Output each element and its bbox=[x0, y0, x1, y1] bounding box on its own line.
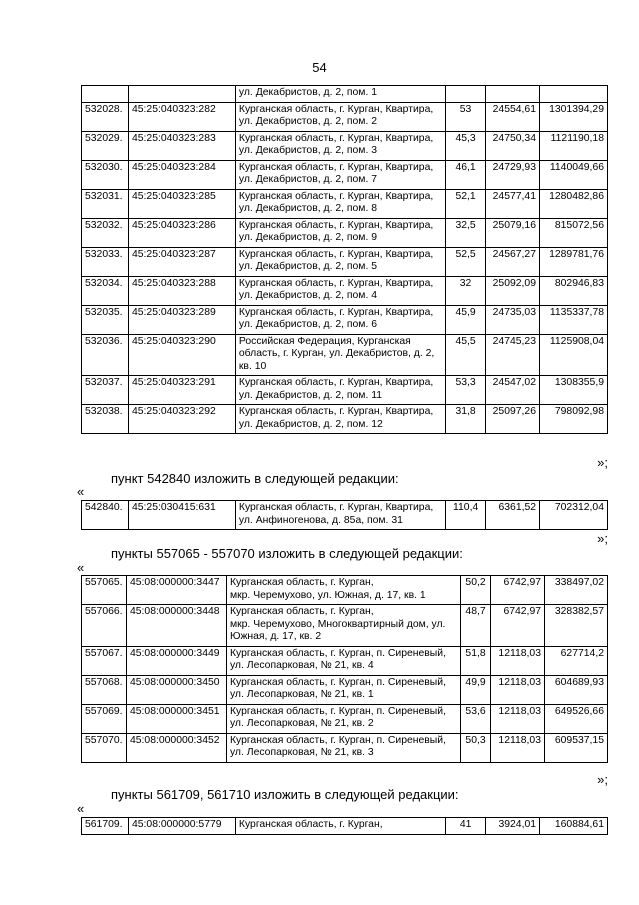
amendment-instruction: пункты 561709, 561710 изложить в следующей редакции: bbox=[111, 787, 459, 802]
cadastral-value-cell: 328382,57 bbox=[545, 605, 608, 647]
cadastral-value-cell: 1308355,9 bbox=[540, 376, 608, 405]
cadastral-number-cell: 45:25:040323:283 bbox=[128, 131, 235, 160]
area-value-cell: 48,7 bbox=[461, 605, 491, 647]
table-row bbox=[82, 189, 608, 218]
cadastral-value-cell: 1121190,18 bbox=[540, 131, 608, 160]
rate-value-cell: 24554,61 bbox=[486, 102, 540, 131]
area-value-cell: 41 bbox=[446, 818, 486, 835]
opening-quote-mark: « bbox=[77, 484, 85, 499]
cadastral-value-cell: 815072,56 bbox=[540, 218, 608, 247]
rate-value-cell: 25079,16 bbox=[486, 218, 540, 247]
address-cell: Курганская область, г. Курган, Квартира, ул. Декабристов, д. 2, пом. 4 bbox=[235, 276, 445, 305]
row-number-cell: 561709. bbox=[82, 818, 129, 835]
area-value-cell bbox=[446, 86, 486, 103]
cadastral-table-4 bbox=[81, 817, 608, 835]
table-row bbox=[82, 86, 608, 103]
rate-value-cell: 12118,03 bbox=[491, 704, 545, 733]
area-value-cell: 31,8 bbox=[446, 405, 486, 434]
opening-quote-mark: « bbox=[77, 801, 85, 816]
table-row bbox=[82, 576, 608, 605]
address-cell: Курганская область, г. Курган, Квартира, ул. Декабристов, д. 2, пом. 9 bbox=[235, 218, 445, 247]
cadastral-value-cell: 702312,04 bbox=[540, 501, 608, 530]
rate-value-cell: 12118,03 bbox=[491, 733, 545, 762]
cadastral-value-cell: 160884,61 bbox=[540, 818, 608, 835]
table-row bbox=[82, 160, 608, 189]
cadastral-number-cell: 45:08:000000:5779 bbox=[128, 818, 235, 835]
cadastral-value-cell: 649526,66 bbox=[545, 704, 608, 733]
row-number-cell: 557070. bbox=[82, 733, 127, 762]
cadastral-table-1 bbox=[81, 85, 608, 434]
table-row bbox=[82, 501, 608, 530]
row-number-cell: 532036. bbox=[82, 334, 129, 376]
row-number-cell: 532030. bbox=[82, 160, 129, 189]
rate-value-cell bbox=[486, 86, 540, 103]
address-cell: Курганская область, г. Курган, Квартира, ул. Декабристов, д. 2, пом. 3 bbox=[235, 131, 445, 160]
address-cell: Курганская область, г. Курган, Квартира, ул. Декабристов, д. 2, пом. 7 bbox=[235, 160, 445, 189]
cadastral-value-cell: 1135337,78 bbox=[540, 305, 608, 334]
cadastral-table-3 bbox=[81, 575, 608, 763]
row-number-cell: 532032. bbox=[82, 218, 129, 247]
cadastral-number-cell: 45:25:040323:288 bbox=[128, 276, 235, 305]
cadastral-value-cell: 1280482,86 bbox=[540, 189, 608, 218]
cadastral-number-cell: 45:25:040323:282 bbox=[128, 102, 235, 131]
area-value-cell: 45,5 bbox=[446, 334, 486, 376]
table-row bbox=[82, 131, 608, 160]
cadastral-table-2 bbox=[81, 500, 608, 530]
address-cell: Курганская область, г. Курган, Квартира, ул. Декабристов, д. 2, пом. 6 bbox=[235, 305, 445, 334]
rate-value-cell: 25092,09 bbox=[486, 276, 540, 305]
cadastral-number-cell: 45:25:040323:285 bbox=[128, 189, 235, 218]
area-value-cell: 32 bbox=[446, 276, 486, 305]
rate-value-cell: 24729,93 bbox=[486, 160, 540, 189]
cadastral-value-cell bbox=[540, 86, 608, 103]
area-value-cell: 32,5 bbox=[446, 218, 486, 247]
cadastral-value-cell: 1289781,76 bbox=[540, 247, 608, 276]
rate-value-cell: 3924,01 bbox=[486, 818, 540, 835]
table-row bbox=[82, 605, 608, 647]
row-number-cell: 557069. bbox=[82, 704, 127, 733]
table-row bbox=[82, 218, 608, 247]
cadastral-number-cell: 45:08:000000:3449 bbox=[126, 646, 226, 675]
cadastral-value-cell: 1140049,66 bbox=[540, 160, 608, 189]
rate-value-cell: 6361,52 bbox=[486, 501, 540, 530]
cadastral-number-cell: 45:08:000000:3448 bbox=[126, 605, 226, 647]
row-number-cell: 532035. bbox=[82, 305, 129, 334]
address-cell: Курганская область, г. Курган, Квартира, ул. Декабристов, д. 2, пом. 12 bbox=[235, 405, 445, 434]
opening-quote-mark: « bbox=[77, 560, 85, 575]
area-value-cell: 53,6 bbox=[461, 704, 491, 733]
cadastral-number-cell: 45:25:040323:291 bbox=[128, 376, 235, 405]
cadastral-number-cell: 45:08:000000:3452 bbox=[126, 733, 226, 762]
address-cell: Курганская область, г. Курган, Квартира, ул. Декабристов, д. 2, пом. 2 bbox=[235, 102, 445, 131]
table-row bbox=[82, 276, 608, 305]
rate-value-cell: 24577,41 bbox=[486, 189, 540, 218]
rate-value-cell: 24750,34 bbox=[486, 131, 540, 160]
table-row bbox=[82, 704, 608, 733]
area-value-cell: 110,4 bbox=[446, 501, 486, 530]
row-number-cell: 557068. bbox=[82, 675, 127, 704]
address-cell: ул. Декабристов, д. 2, пом. 1 bbox=[235, 86, 445, 103]
rate-value-cell: 25097,26 bbox=[486, 405, 540, 434]
rate-value-cell: 24745,23 bbox=[486, 334, 540, 376]
table-row bbox=[82, 405, 608, 434]
area-value-cell: 52,1 bbox=[446, 189, 486, 218]
address-cell: Курганская область, г. Курган, Квартира, ул. Декабристов, д. 2, пом. 11 bbox=[235, 376, 445, 405]
row-number-cell: 532037. bbox=[82, 376, 129, 405]
cadastral-number-cell: 45:25:040323:284 bbox=[128, 160, 235, 189]
rate-value-cell: 24567,27 bbox=[486, 247, 540, 276]
area-value-cell: 52,5 bbox=[446, 247, 486, 276]
table-row bbox=[82, 818, 608, 835]
closing-quote-mark: »; bbox=[597, 772, 608, 787]
area-value-cell: 49,9 bbox=[461, 675, 491, 704]
cadastral-number-cell: 45:08:000000:3447 bbox=[126, 576, 226, 605]
cadastral-number-cell: 45:25:040323:286 bbox=[128, 218, 235, 247]
address-cell: Курганская область, г. Курган, Квартира, ул. Декабристов, д. 2, пом. 8 bbox=[235, 189, 445, 218]
cadastral-value-cell: 802946,83 bbox=[540, 276, 608, 305]
address-cell: Курганская область, г. Курган, Квартира, ул. Анфиногенова, д. 85а, пом. 31 bbox=[235, 501, 445, 530]
table-row bbox=[82, 247, 608, 276]
row-number-cell: 532028. bbox=[82, 102, 129, 131]
row-number-cell: 532033. bbox=[82, 247, 129, 276]
table-row bbox=[82, 102, 608, 131]
area-value-cell: 50,3 bbox=[461, 733, 491, 762]
rate-value-cell: 24547,02 bbox=[486, 376, 540, 405]
rate-value-cell: 6742,97 bbox=[491, 576, 545, 605]
table-row bbox=[82, 675, 608, 704]
table-row bbox=[82, 646, 608, 675]
address-cell: Курганская область, г. Курган, Квартира, ул. Декабристов, д. 2, пом. 5 bbox=[235, 247, 445, 276]
address-cell: Курганская область, г. Курган, мкр. Черемухово, ул. Южная, д. 17, кв. 1 bbox=[226, 576, 460, 605]
area-value-cell: 53 bbox=[446, 102, 486, 131]
address-cell: Курганская область, г. Курган, мкр. Черемухово, Многоквартирный дом, ул. Южная, д. 17, кв. 2 bbox=[226, 605, 460, 647]
cadastral-value-cell: 1301394,29 bbox=[540, 102, 608, 131]
table-row bbox=[82, 334, 608, 376]
area-value-cell: 45,9 bbox=[446, 305, 486, 334]
row-number-cell: 557066. bbox=[82, 605, 127, 647]
cadastral-number-cell: 45:08:000000:3451 bbox=[126, 704, 226, 733]
rate-value-cell: 6742,97 bbox=[491, 605, 545, 647]
row-number-cell: 532029. bbox=[82, 131, 129, 160]
area-value-cell: 45,3 bbox=[446, 131, 486, 160]
amendment-instruction: пункты 557065 - 557070 изложить в следующей редакции: bbox=[111, 546, 463, 561]
table-row bbox=[82, 733, 608, 762]
closing-quote-mark: »; bbox=[597, 455, 608, 470]
address-cell: Российская Федерация, Курганская область, г. Курган, ул. Декабристов, д. 2, кв. 10 bbox=[235, 334, 445, 376]
row-number-cell: 532038. bbox=[82, 405, 129, 434]
row-number-cell: 557065. bbox=[82, 576, 127, 605]
area-value-cell: 53,3 bbox=[446, 376, 486, 405]
rate-value-cell: 12118,03 bbox=[491, 646, 545, 675]
cadastral-number-cell: 45:08:000000:3450 bbox=[126, 675, 226, 704]
area-value-cell: 51,8 bbox=[461, 646, 491, 675]
row-number-cell bbox=[82, 86, 129, 103]
cadastral-value-cell: 1125908,04 bbox=[540, 334, 608, 376]
cadastral-value-cell: 338497,02 bbox=[545, 576, 608, 605]
page-number: 54 bbox=[312, 60, 327, 75]
cadastral-value-cell: 798092,98 bbox=[540, 405, 608, 434]
rate-value-cell: 24735,03 bbox=[486, 305, 540, 334]
row-number-cell: 532034. bbox=[82, 276, 129, 305]
rate-value-cell: 12118,03 bbox=[491, 675, 545, 704]
cadastral-number-cell: 45:25:040323:289 bbox=[128, 305, 235, 334]
table-row bbox=[82, 376, 608, 405]
closing-quote-mark: »; bbox=[597, 531, 608, 546]
address-cell: Курганская область, г. Курган, п. Сиреневый, ул. Лесопарковая, № 21, кв. 2 bbox=[226, 704, 460, 733]
cadastral-value-cell: 627714,2 bbox=[545, 646, 608, 675]
address-cell: Курганская область, г. Курган, п. Сиреневый, ул. Лесопарковая, № 21, кв. 4 bbox=[226, 646, 460, 675]
cadastral-number-cell: 45:25:040323:287 bbox=[128, 247, 235, 276]
address-cell: Курганская область, г. Курган, п. Сиреневый, ул. Лесопарковая, № 21, кв. 1 bbox=[226, 675, 460, 704]
area-value-cell: 50,2 bbox=[461, 576, 491, 605]
cadastral-value-cell: 604689,93 bbox=[545, 675, 608, 704]
cadastral-number-cell: 45:25:040323:290 bbox=[128, 334, 235, 376]
row-number-cell: 557067. bbox=[82, 646, 127, 675]
area-value-cell: 46,1 bbox=[446, 160, 486, 189]
row-number-cell: 532031. bbox=[82, 189, 129, 218]
cadastral-number-cell: 45:25:030415:631 bbox=[128, 501, 235, 530]
address-cell: Курганская область, г. Курган, bbox=[235, 818, 445, 835]
cadastral-number-cell bbox=[128, 86, 235, 103]
address-cell: Курганская область, г. Курган, п. Сиреневый, ул. Лесопарковая, № 21, кв. 3 bbox=[226, 733, 460, 762]
amendment-instruction: пункт 542840 изложить в следующей редакции: bbox=[111, 471, 399, 486]
row-number-cell: 542840. bbox=[82, 501, 129, 530]
cadastral-value-cell: 609537,15 bbox=[545, 733, 608, 762]
table-row bbox=[82, 305, 608, 334]
cadastral-number-cell: 45:25:040323:292 bbox=[128, 405, 235, 434]
